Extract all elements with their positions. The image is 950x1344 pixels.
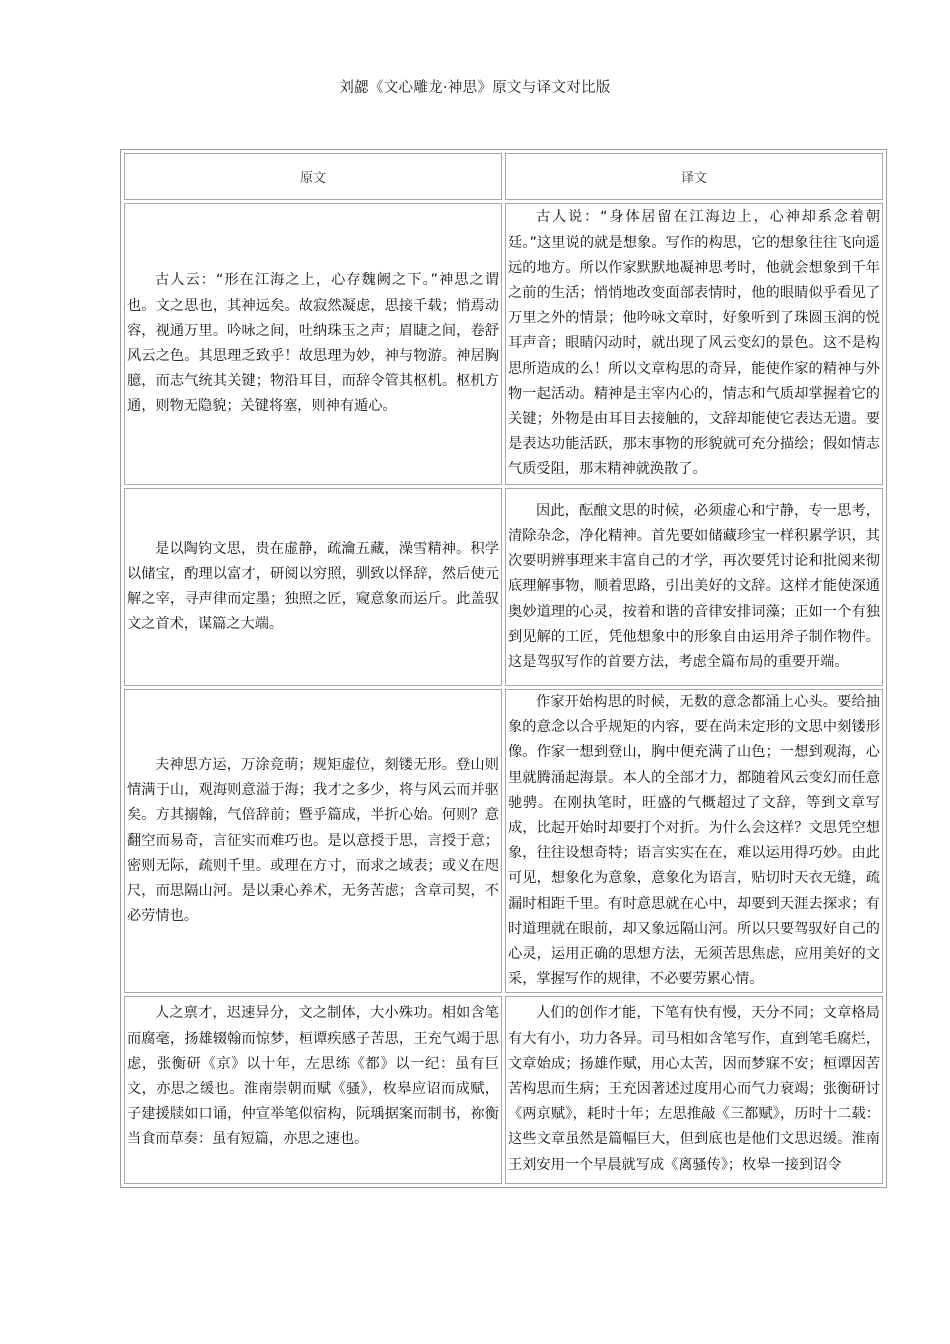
table-row xyxy=(124,689,883,993)
table-header-row xyxy=(124,153,883,200)
original-text: 古人云：“形在江海之上，心存魏阙之下。”神思之谓也。文之思也，其神远矣。故寂然凝虑，思接千载；悄焉动容，视通万里。吟咏之间，吐纳珠玉之声；眉睫之间，卷舒风云之色。其思理乏致乎！故思理为妙，神与物游。神居胸臆，而志气统其关键；物沿耳目，而辞令管其枢机。枢机方通，则物无隐貌；关键将塞，则神有遁心。 xyxy=(127,272,499,415)
translation-cell xyxy=(505,203,883,485)
table-row xyxy=(124,203,883,485)
comparison-table xyxy=(120,149,887,1188)
table-row xyxy=(124,996,883,1184)
translation-text: 作家开始构思的时候，无数的意念都涌上心头。要给抽象的意念以合乎规矩的内容，要在尚未定形的文思中刻镂形像。作家一想到登山，胸中便充满了山色；一想到观海，心里就腾涌起海景。本人的全部才力，都随着风云变幻而任意驰骋。在刚执笔时，旺盛的气概超过了文辞，等到文章写成，比起开始时却要打个对折。为什么会这样？文思凭空想象，往往设想奇特；语言实实在在，难以运用得巧妙。由此可见，想象化为意象，意象化为语言，贴切时天衣无缝，疏漏时相距千里。有时意思就在心中，却要到天涯去探求；有时道理就在眼前，却又象远隔山河。所以只要驾驭好自己的心灵，运用正确的思想方法，无须苦思焦虑，应用美好的文采，掌握写作的规律，不必要劳累心情。 xyxy=(508,694,880,988)
header-translation: 译文 xyxy=(505,153,883,200)
original-cell xyxy=(124,203,502,485)
original-text: 人之禀才，迟速异分，文之制体，大小殊功。相如含笔而腐毫，扬雄辍翰而惊梦，桓谭疾感子苦思，王充气竭于思虑，张衡研《京》以十年，左思练《都》以一纪：虽有巨文，亦思之缓也。淮南崇朝而赋《骚》，枚皋应诏而成赋，子建援牍如口诵，仲宣举笔似宿构，阮瑀据案而制书，祢衡当食而草奏：虽有短篇，亦思之速也。 xyxy=(127,1005,499,1148)
translation-cell xyxy=(505,996,883,1184)
original-cell xyxy=(124,996,502,1184)
original-text: 夫神思方运，万涂竞萌；规矩虚位，刻镂无形。登山则情满于山，观海则意溢于海；我才之多少，将与风云而并驱矣。方其搦翰，气倍辞前；暨乎篇成，半折心始。何则？意翻空而易奇，言征实而难巧也。是以意授于思，言授于意；密则无际，疏则千里。或理在方寸，而求之域表；或义在咫尺，而思隔山河。是以秉心养术，无务苦虑；含章司契，不必劳情也。 xyxy=(127,757,499,925)
original-text: 是以陶钧文思，贵在虚静，疏瀹五藏，澡雪精神。积学以储宝，酌理以富才，研阅以穷照，驯致以怿辞，然后使元解之宰，寻声律而定墨；独照之匠，窥意象而运斤。此盖驭文之首术，谋篇之大端。 xyxy=(127,540,499,633)
translation-cell xyxy=(505,488,883,686)
translation-text: 古人说：“身体居留在江海边上，心神却系念着朝廷。”这里说的就是想象。写作的构思，它的想象往往飞向遥远的地方。所以作家默默地凝神思考时，他就会想象到千年之前的生活；悄悄地改变面部表情时，他的眼睛似乎看见了万里之外的情景；他吟咏文章时，好象听到了珠圆玉润的悦耳声音；眼睛闪动时，就出现了风云变幻的景色。这不是构思所造成的么！所以文章构思的奇异，能使作家的精神与外物一起活动。精神是主宰内心的，情志和气质却掌握着它的关键；外物是由耳目去接触的，文辞却能使它表达无遗。要是表达功能活跃，那末事物的形貌就可充分描绘；假如情志气质受阻，那末精神就涣散了。 xyxy=(508,209,880,478)
translation-text: 因此，酝酿文思的时候，必须虚心和宁静，专一思考，清除杂念，净化精神。首先要如储藏珍宝一样积累学识，其次要明辨事理来丰富自己的才学，再次要凭讨论和批阅来彻底理解事物，顺着思路，引出美好的文辞。这样才能使深通奥妙道理的心灵，按着和谐的音律安排词藻；正如一个有独到见解的工匠，凭他想象中的形象自由运用斧子制作物件。这是驾驭写作的首要方法，考虑全篇布局的重要开端。 xyxy=(508,502,880,670)
table-row xyxy=(124,488,883,686)
document-title: 刘勰《文心雕龙·神思》原文与译文对比版 xyxy=(339,80,611,96)
original-cell xyxy=(124,488,502,686)
header-original: 原文 xyxy=(124,153,502,200)
translation-text: 人们的创作才能，下笔有快有慢，天分不同；文章格局有大有小，功力各异。司马相如含笔写作，直到笔毛腐烂，文章始成；扬雄作赋，用心太苦，因而梦寐不安；桓谭因苦苦构思而生病；王充因著述过度用心而气力衰竭；张衡研讨《两京赋》，耗时十年；左思推敲《三都赋》，历时十二载：这些文章虽然是篇幅巨大，但到底也是他们文思迟缓。淮南王刘安用一个早晨就写成《离骚传》；枚皋一接到诏令 xyxy=(508,1005,880,1173)
original-cell xyxy=(124,689,502,993)
translation-cell xyxy=(505,689,883,993)
